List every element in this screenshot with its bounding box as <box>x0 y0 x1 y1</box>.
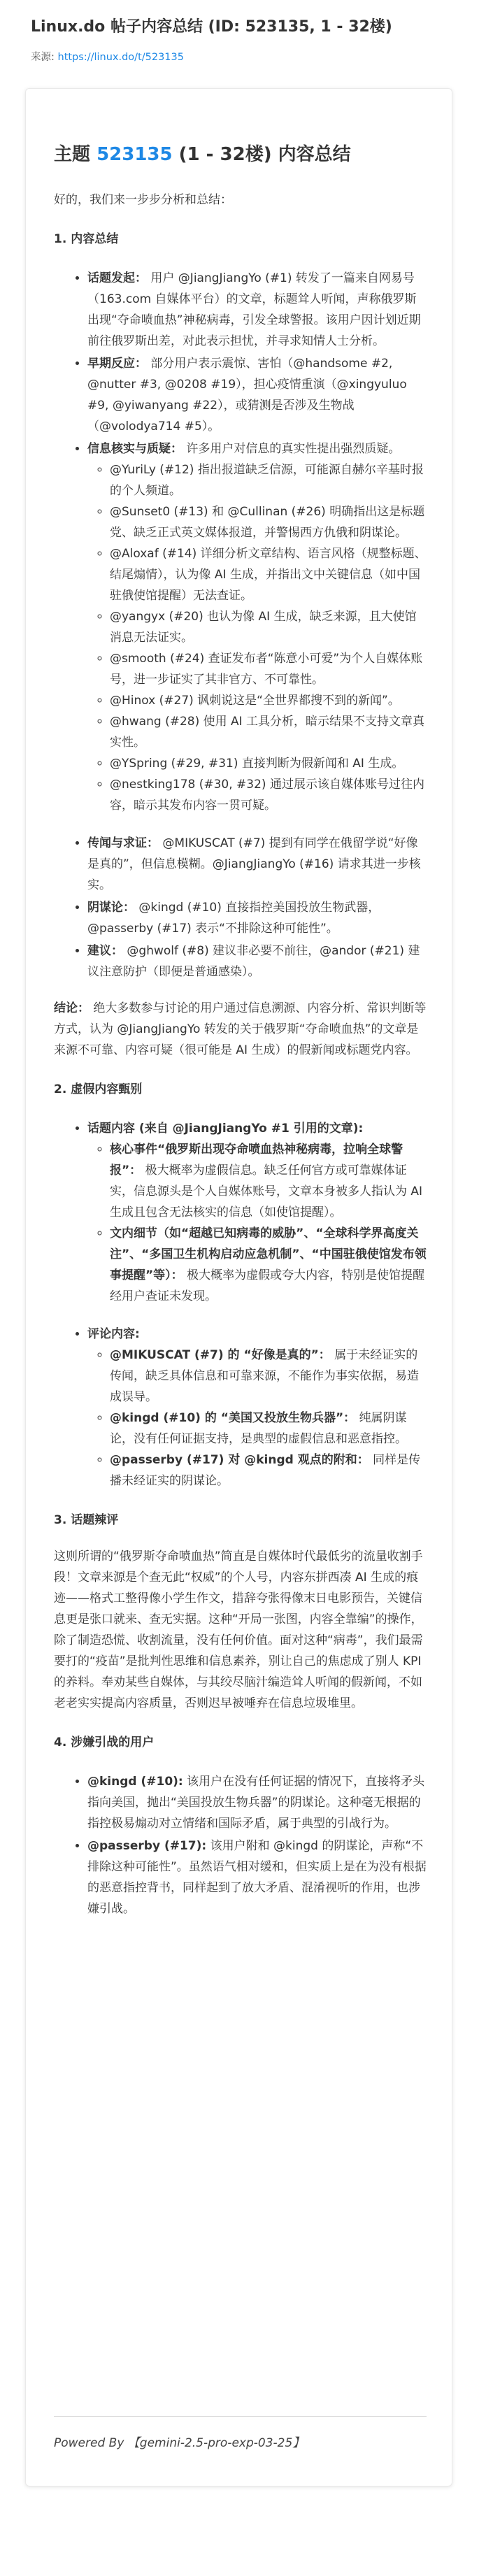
item-label: @passerby (#17): <box>87 1839 207 1853</box>
section-heading-flame-users: 4. 涉嫌引战的用户 <box>54 1736 155 1749</box>
summary-title-suffix: (1 - 32楼) 内容总结 <box>172 144 351 165</box>
item-label: 话题内容 (来自 @JiangJiangYo #1 引用的文章): <box>87 1122 364 1136</box>
item-label: 话题发起： <box>87 271 147 285</box>
sub-list-item <box>110 1223 427 1307</box>
summary-title-prefix: 主题 <box>54 144 97 165</box>
item-text: @kingd (#10) 直接指控美国投放生物武器，@passerby (#17) 表示“不排除这种可能性”。 <box>87 901 380 936</box>
sub-list-item: ◦ @nestking178 (#30, #32) 通过展示该自媒体账号过往内容，暗示其发布内容一贯可疑。 <box>110 774 427 816</box>
list-item <box>87 353 427 437</box>
sub-item-text: 极大概率为虚假信息。缺乏任何官方或可靠媒体证实，信息源头是个人自媒体账号，文章本身被多人指认为 AI 生成且包含无法核实的信息（如使馆提醒）。 <box>110 1164 423 1219</box>
section-heading-summary: 1. 内容总结 <box>54 232 119 246</box>
summary-title <box>54 142 427 167</box>
item-text: 该用户附和 @kingd 的阴谋论，声称“不排除这种可能性”。虽然语气相对缓和，但实质上是在为没有根据的恶意指控背书，同样起到了放大矛盾、混淆视听的作用，也涉嫌引战。 <box>87 1839 427 1916</box>
sub-list-item <box>110 1450 427 1491</box>
sub-item-label: @MIKUSCAT (#7) 的 “好像是真的”： <box>110 1348 331 1362</box>
sub-list-item: ◦ @hwang (#28) 使用 AI 工具分析，暗示结果不支持文章真实性。 <box>110 711 427 753</box>
list-item <box>87 833 427 896</box>
sub-list-item: ◦ @Sunset0 (#13) 和 @Cullinan (#26) 明确指出这是标题党、缺乏正式英文媒体报道，并警惕西方仇俄和阴谋论。 <box>110 501 427 543</box>
intro-text: 好的，我们来一步步分析和总结： <box>54 193 232 207</box>
list-item <box>87 897 427 939</box>
sub-item-text: 属于未经证实的传闻，缺乏具体信息和可靠来源，不能作为事实依据，易造成误导。 <box>110 1348 419 1404</box>
sub-list-item: ◦ @Hinox (#27) 讽刺说这是“全世界都搜不到的新闻”。 <box>110 690 427 711</box>
sub-list-item <box>110 1408 427 1450</box>
sub-list-item <box>110 1345 427 1408</box>
section-heading-fake-content: 2. 虚假内容甄别 <box>54 1082 143 1096</box>
sub-list <box>87 459 427 816</box>
page <box>0 0 479 64</box>
sub-item-label: 核心事件“俄罗斯出现夺命喷血热神秘病毒，拉响全球警报”： <box>110 1143 403 1178</box>
sub-list-item <box>110 1139 427 1223</box>
item-label: 评论内容: <box>87 1327 140 1341</box>
commentary-paragraph: 这则所谓的“俄罗斯夺命喷血热”简直是自媒体时代最低劣的流量收割手段！文章来源是个查无此“权威”的个人号，内容东拼西凑 AI 生成的痕迹——格式工整得像小学生作文，措辞夸张得像末日电影预告，关键信息更是张口就来、查无实据。这种“开局一张图，内容全靠编”的操作，除了制造恐慌、收割流量，没有任何价值。面对这种“病毒”，我们最需要打的“疫苗”是批判性思维和信息素养，别让自己的焦虑成了别人 KPI 的养料。奉劝某些自媒体，与其绞尽脑汁编造耸人听闻的假新闻，不如老老实实提高内容质量，否则迟早被唾弃在信息垃圾堆里。 <box>54 1550 423 1710</box>
page-title: Linux.do 帖子内容总结 (ID: 523135, 1 - 32楼) <box>31 18 392 36</box>
item-label: 阴谋论： <box>87 901 135 915</box>
footer <box>54 2433 304 2450</box>
sub-list-item: ◦ @yangyx (#20) 也认为像 AI 生成，缺乏来源，且大使馆消息无法证实。 <box>110 606 427 648</box>
sub-list-item: ◦ @YSpring (#29, #31) 直接判断为假新闻和 AI 生成。 <box>110 753 427 774</box>
summary-list <box>54 268 427 982</box>
item-text: 该用户在没有任何证据的情况下，直接将矛头指向美国，抛出“美国投放生物兵器”的阴谋论。这种毫无根据的指控极易煽动对立情绪和国际矛盾，属于典型的引战行为。 <box>87 1775 425 1831</box>
flame-users-list <box>54 1771 427 1919</box>
item-label: 信息核实与质疑： <box>87 442 183 456</box>
item-label: 传闻与求证： <box>87 836 159 850</box>
item-text: 许多用户对信息的真实性提出强烈质疑。 <box>186 442 401 456</box>
item-label: 建议： <box>87 944 123 958</box>
sub-list <box>87 1139 427 1307</box>
list-item <box>87 1324 427 1491</box>
sub-list <box>87 1345 427 1491</box>
list-item <box>87 1118 427 1307</box>
list-item <box>87 940 427 982</box>
summary-card <box>25 88 452 2486</box>
model-name: 【gemini-2.5-pro-exp-03-25】 <box>127 2436 305 2450</box>
list-item <box>87 268 427 352</box>
sub-list-item: ◦ @smooth (#24) 查证发布者“陈意小可爱”为个人自媒体账号，进一步证实了其非官方、不可靠性。 <box>110 648 427 690</box>
sub-item-label: @kingd (#10) 的 “美国又投放生物兵器”： <box>110 1411 356 1425</box>
list-item <box>87 1836 427 1919</box>
source-link[interactable]: https://linux.do/t/523135 <box>57 52 184 63</box>
item-text: 部分用户表示震惊、害怕（@handsome #2, @nutter #3, @0208 #19），担心疫情重演（@xingyuluo #9, @yiwanyang #22），或猜测是否涉及生物战（@volodya714 #5）。 <box>87 357 407 434</box>
item-text: @ghwolf (#8) 建议非必要不前往，@andor (#21) 建议注意防护（即便是普通感染）。 <box>87 944 420 979</box>
list-item <box>87 438 427 816</box>
sub-list-item: ◦ @YuriLy (#12) 指出报道缺乏信源，可能源自赫尔辛基时报的个人频道。 <box>110 459 427 501</box>
source-label: 来源: <box>31 52 58 63</box>
item-label: @kingd (#10): <box>87 1775 183 1789</box>
list-item <box>87 1771 427 1834</box>
sub-item-text: 纯属阴谋论，没有任何证据支持，是典型的虚假信息和恶意指控。 <box>110 1411 407 1446</box>
sub-item-label: 文内细节（如“超越已知病毒的威胁”、“全球科学界高度关注”、“多国卫生机构启动应急机制”、“中国驻俄使馆发布领事提醒”等）： <box>110 1226 427 1282</box>
fake-content-list <box>54 1118 427 1491</box>
item-text: @MIKUSCAT (#7) 提到有同学在俄留学说“好像是真的”，但信息模糊。@JiangJiangYo (#16) 请求其进一步核实。 <box>87 836 421 892</box>
conclusion-label: 结论： <box>54 1001 90 1015</box>
item-label: 早期反应： <box>87 357 147 371</box>
conclusion-text: 绝大多数参与讨论的用户通过信息溯源、内容分析、常识判断等方式，认为 @JiangJiangYo 转发的关于俄罗斯“夺命喷血热”的文章是来源不可靠、内容可疑（很可能是 AI 生成）的假新闻或标题党内容。 <box>54 1001 427 1057</box>
conclusion-paragraph <box>54 998 427 1061</box>
footer-divider <box>54 2416 427 2417</box>
source-line <box>31 49 479 64</box>
sub-item-label: @passerby (#17) 对 @kingd 观点的附和： <box>110 1453 369 1467</box>
topic-id-link[interactable]: 523135 <box>96 144 173 165</box>
sub-item-text: 同样是传播未经证实的阴谋论。 <box>110 1453 421 1488</box>
section-heading-commentary: 3. 话题辣评 <box>54 1513 119 1527</box>
item-text: 用户 @JiangJiangYo (#1) 转发了一篇来自网易号（163.com 自媒体平台）的文章，标题耸人听闻，声称俄罗斯出现“夺命喷血热”神秘病毒，引发全球警报。该用户因计划近期前往俄罗斯出差，对此表示担忧，并寻求知情人士分析。 <box>87 271 421 348</box>
sub-item-text: 极大概率为虚假或夸大内容，特别是使馆提醒经用户查证未发现。 <box>110 1268 425 1303</box>
powered-by-label: Powered By <box>54 2436 124 2450</box>
sub-list-item: ◦ @Aloxaf (#14) 详细分析文章结构、语言风格（规整标题、结尾煽情），认为像 AI 生成，并指出文中关键信息（如中国驻俄使馆提醒）无法查证。 <box>110 543 427 606</box>
